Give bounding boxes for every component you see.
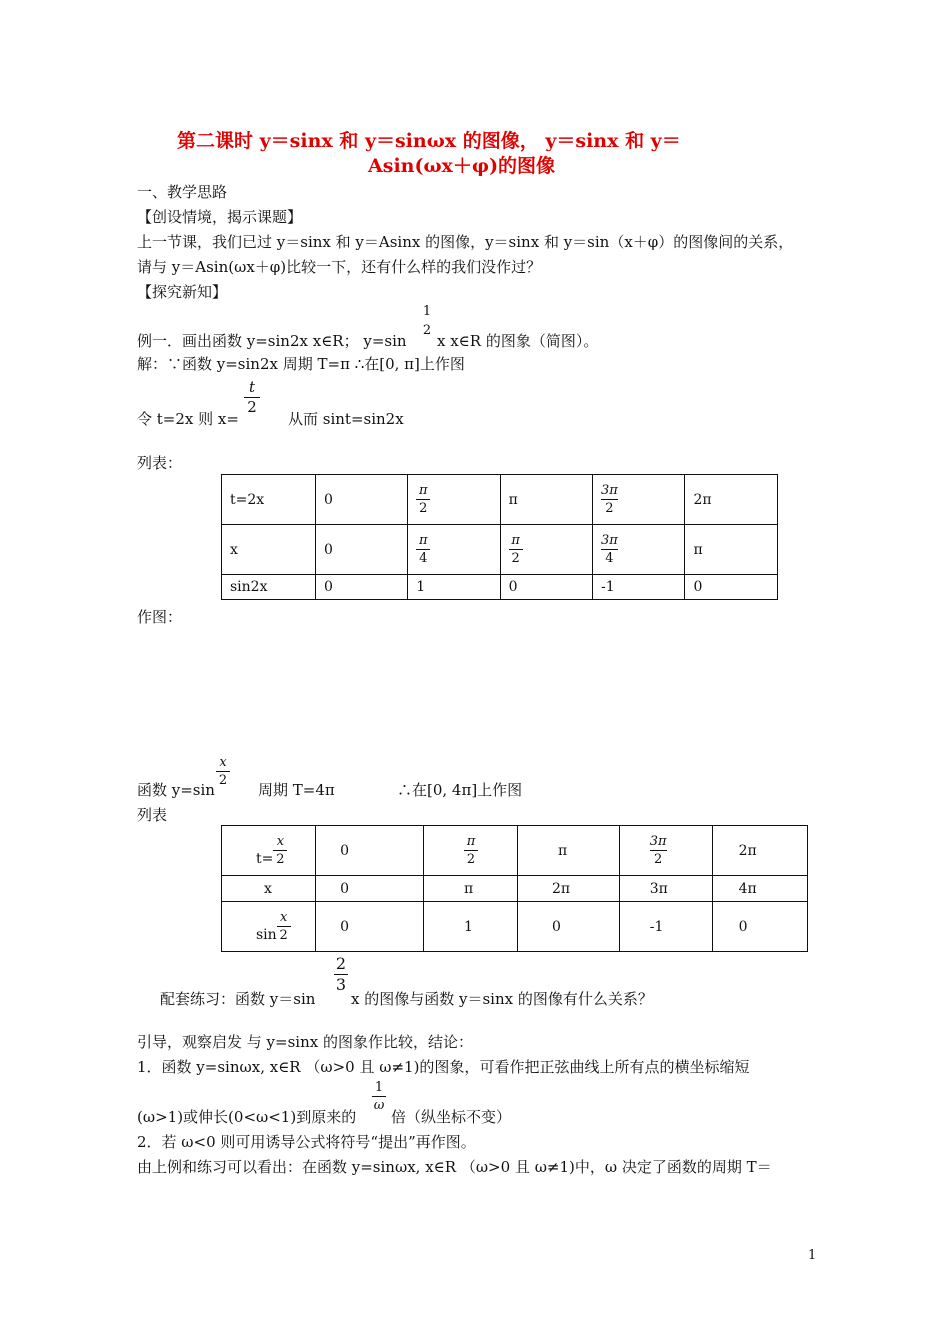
- row-label-prefix: t=: [256, 850, 274, 867]
- draw-label: 作图：: [137, 608, 183, 626]
- table-cell: 0: [316, 902, 424, 952]
- fraction-denominator: 2: [605, 501, 614, 516]
- table-cell: [593, 475, 685, 525]
- table-cell: 0: [315, 475, 407, 525]
- bracket-heading-explore: 【探究新知】: [137, 283, 228, 301]
- example1-prefix: 例一．画出函数 y=sin2x x∈R； y=sin: [137, 332, 407, 350]
- title-line1: 第二课时 y＝sinx 和 y＝sinωx 的图像， y＝sinx 和 y＝: [177, 130, 681, 152]
- solution-line: 解：∵函数 y=sin2x 周期 T=π ∴在[0, π]上作图: [137, 355, 465, 373]
- section-heading: 一、教学思路: [137, 183, 228, 201]
- table-cell: 0: [315, 575, 407, 600]
- table-cell: π: [424, 876, 518, 902]
- table-cell: 0: [685, 575, 778, 600]
- table-cell: π: [685, 525, 778, 575]
- table-cell: -1: [619, 902, 712, 952]
- table-cell: 0: [518, 902, 620, 952]
- table-cell: 3π: [619, 876, 712, 902]
- table-cell: 2π: [712, 826, 807, 876]
- fraction-numerator: 1: [374, 1080, 384, 1095]
- list-label-1: 列表：: [137, 454, 183, 472]
- table-cell: π: [518, 826, 620, 876]
- table-cell: [593, 525, 685, 575]
- table-sin2x: [221, 474, 778, 600]
- table-cell: 4π: [712, 876, 807, 902]
- fraction-denominator: 2: [466, 852, 476, 867]
- table-cell: -1: [593, 575, 685, 600]
- let-line-prefix: 令 t=2x 则 x=: [137, 410, 239, 428]
- row-label: sin2x: [222, 575, 316, 600]
- fraction-bar: [601, 549, 618, 550]
- table-cell: 0: [712, 902, 807, 952]
- row-label: x: [222, 525, 316, 575]
- fraction-numerator: x: [276, 834, 285, 849]
- row-label: [222, 902, 316, 952]
- table-row: [222, 575, 778, 600]
- example1-fraction: [420, 305, 434, 337]
- fraction-bar: [372, 1096, 386, 1097]
- table-cell: [500, 525, 592, 575]
- table-cell: 0: [316, 876, 424, 902]
- exercise-prefix: 配套练习：函数 y＝sin: [160, 990, 316, 1008]
- fraction-denominator: 2: [276, 852, 285, 867]
- fraction-denominator: 2: [422, 323, 432, 338]
- fraction-bar: [650, 850, 667, 851]
- conclusion-line: 由上例和练习可以看出：在函数 y=sinωx, x∈R （ω>0 且 ω≠1)中，ω 决定了函数的周期 T＝: [137, 1158, 772, 1176]
- table-cell: 2π: [518, 876, 620, 902]
- fraction-bar: [273, 850, 287, 851]
- fraction-denominator: 2: [247, 398, 257, 416]
- bracket-heading-context: 【创设情境，揭示课题】: [137, 208, 303, 226]
- table-cell: π: [500, 475, 592, 525]
- page-number: 1: [808, 1248, 817, 1263]
- table-cell: [408, 525, 500, 575]
- fraction-denominator: 4: [419, 551, 428, 566]
- fraction-bar: [464, 850, 478, 851]
- row-label: x: [222, 876, 316, 902]
- example1-suffix: x x∈R 的图象（简图）。: [437, 332, 599, 350]
- fraction-numerator: t: [248, 378, 256, 396]
- fraction-numerator: 3π: [649, 834, 667, 849]
- table-sin-x-half: [221, 825, 808, 952]
- table-cell: [408, 475, 500, 525]
- table-cell: 1: [424, 902, 518, 952]
- fraction-numerator: π: [466, 834, 476, 849]
- table-cell: [619, 826, 712, 876]
- fraction-bar: [416, 549, 430, 550]
- table-cell: 0: [316, 826, 424, 876]
- fraction-numerator: 3π: [601, 483, 618, 498]
- fraction-denominator: 3: [335, 975, 347, 994]
- fraction-bar: [509, 549, 523, 550]
- table-cell: 0: [500, 575, 592, 600]
- fraction-bar: [216, 771, 230, 772]
- func2-prefix: 函数 y=sin: [137, 781, 215, 799]
- intro-line2: 请与 y＝Asin(ωx＋φ)比较一下，还有什么样的我们没作过？: [137, 258, 542, 276]
- row-label: [222, 826, 316, 876]
- table-row: [222, 525, 778, 575]
- point1-fraction: [372, 1081, 386, 1112]
- func2-interval: ∴在[0, 4π]上作图: [397, 781, 523, 799]
- list-label-2: 列表: [137, 806, 168, 824]
- fraction-numerator: x: [219, 755, 227, 770]
- fraction-denominator: 2: [218, 773, 228, 788]
- fraction-numerator: 3π: [601, 533, 618, 548]
- exercise-suffix: x 的图像与函数 y＝sinx 的图像有什么关系？: [351, 990, 653, 1008]
- intro-line1: 上一节课，我们已过 y＝sinx 和 y＝Asinx 的图像，y＝sinx 和 y＝sin（x＋φ）的图像间的关系，: [137, 233, 794, 251]
- fraction-numerator: x: [280, 910, 288, 925]
- fraction-denominator: 2: [511, 551, 520, 566]
- func2-period: 周期 T=4π: [258, 781, 335, 799]
- guide-line: 引导，观察启发 与 y=sinx 的图象作比较，结论：: [137, 1033, 473, 1051]
- fraction-bar: [601, 499, 618, 500]
- table-row: [222, 475, 778, 525]
- fraction-bar: [277, 926, 291, 927]
- row-label: t=2x: [222, 475, 316, 525]
- func2-fraction: [216, 756, 230, 787]
- fraction-denominator: ω: [373, 1098, 385, 1113]
- table-row: [222, 826, 808, 876]
- title-line2: Asin(ωx＋φ)的图像: [368, 155, 556, 177]
- fraction-denominator: 2: [419, 501, 428, 516]
- fraction-denominator: 2: [654, 852, 663, 867]
- point2-line: 2．若 ω<0 则可用诱导公式将符号“提出”再作图。: [137, 1133, 476, 1151]
- fraction-numerator: π: [418, 483, 428, 498]
- table-cell: 1: [408, 575, 500, 600]
- fraction-numerator: π: [418, 533, 428, 548]
- table-row: [222, 902, 808, 952]
- fraction-numerator: π: [511, 533, 520, 548]
- fraction-denominator: 2: [279, 928, 288, 943]
- table-cell: [424, 826, 518, 876]
- fraction-numerator: 1: [422, 304, 432, 319]
- let-line-suffix: 从而 sint=sin2x: [288, 410, 404, 428]
- fraction-bar: [416, 499, 430, 500]
- table-cell: 0: [315, 525, 407, 575]
- exercise-fraction: [334, 956, 348, 993]
- row-label-prefix: sin: [256, 926, 277, 943]
- point1-line2-suffix: 倍（纵坐标不变）: [391, 1108, 512, 1126]
- point1-line1: 1．函数 y=sinωx, x∈R （ω>0 且 ω≠1)的图象，可看作把正弦曲线上所有点的横坐标缩短: [137, 1058, 750, 1076]
- fraction-numerator: 2: [335, 954, 347, 973]
- table-cell: 2π: [685, 475, 778, 525]
- let-line-fraction: [244, 380, 260, 415]
- fraction-denominator: 4: [605, 551, 614, 566]
- point1-line2-prefix: (ω>1)或伸长(0<ω<1)到原来的: [137, 1108, 357, 1126]
- table-row: [222, 876, 808, 902]
